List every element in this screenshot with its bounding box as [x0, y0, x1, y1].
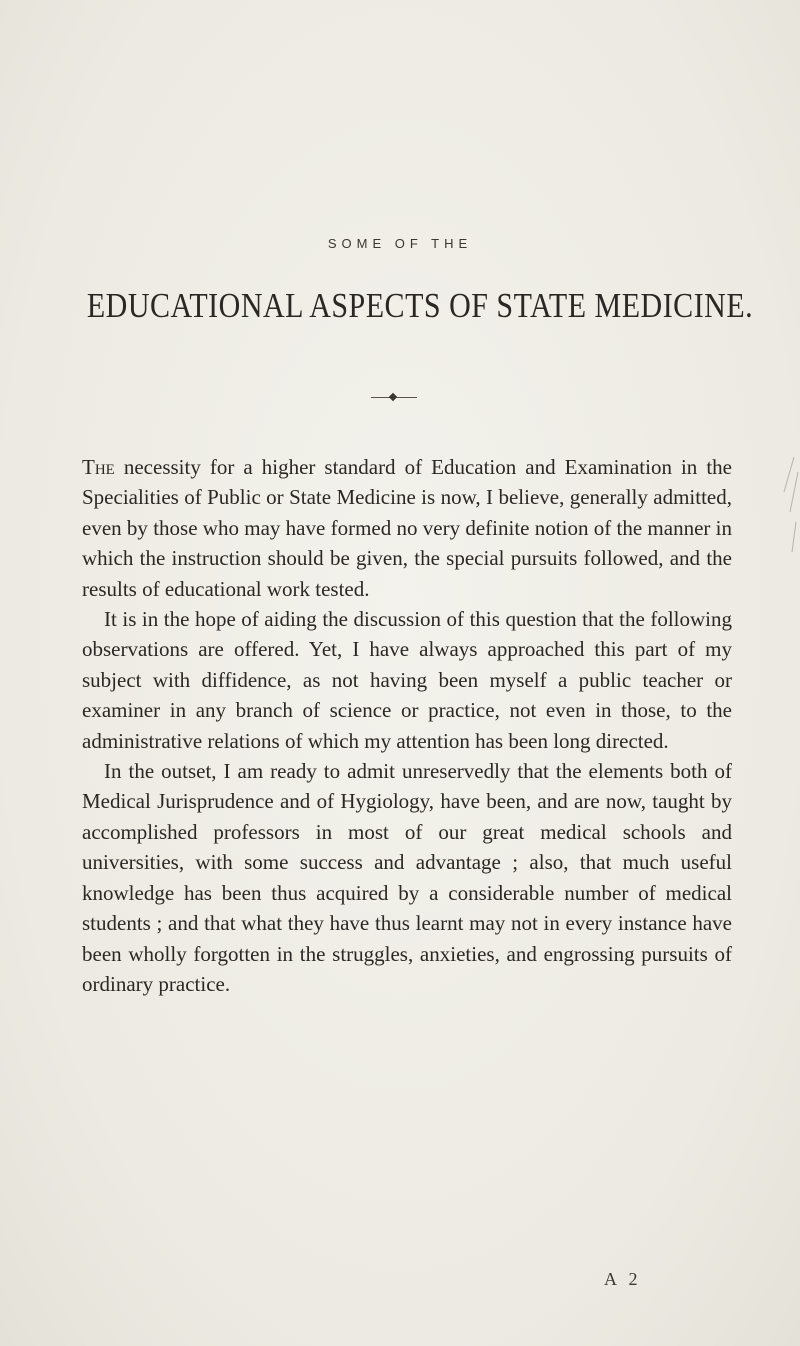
paragraph-lead: The: [82, 455, 115, 479]
signature-mark: A 2: [604, 1269, 642, 1289]
pre-title: SOME OF THE: [327, 236, 473, 251]
paragraph-2: It is in the hope of aiding the discussion of this question that the following observations are offered. Yet, I have always approached this part of my subject with diffidence, as not having been myself a public teacher or examiner in any branch of science or practice, not even in those, to the administrative relations of which my attention has been long directed.: [82, 607, 732, 753]
ornament-diamond: [389, 393, 397, 401]
paragraph-3: In the outset, I am ready to admit unreservedly that the elements both of Medical Jurisprudence and of Hygiology, have been, and are now, taught by accomplished professors in most of our great medical schools and universities, with some success and advantage ; also, that much useful knowledge has been thus acquired by a considerable number of medical students ; and that what they have thus learnt may not in every instance have been wholly forgotten in the struggles, anxieties, and engrossing pursuits of ordinary practice.: [82, 759, 732, 996]
margin-pencil-mark: [780, 452, 800, 572]
body-text: [82, 452, 732, 999]
paragraph-1: [82, 452, 732, 604]
paragraph-text: necessity for a higher standard of Education and Examination in the Specialities of Public or State Medicine is now, I believe, generally admitted, even by those who may have formed no very definite notion of the manner in which the instruction should be given, the special pursuits followed, and the results of educational work tested.: [82, 455, 732, 601]
page-title: EDUCATIONAL ASPECTS OF STATE MEDICINE.: [86, 287, 754, 325]
